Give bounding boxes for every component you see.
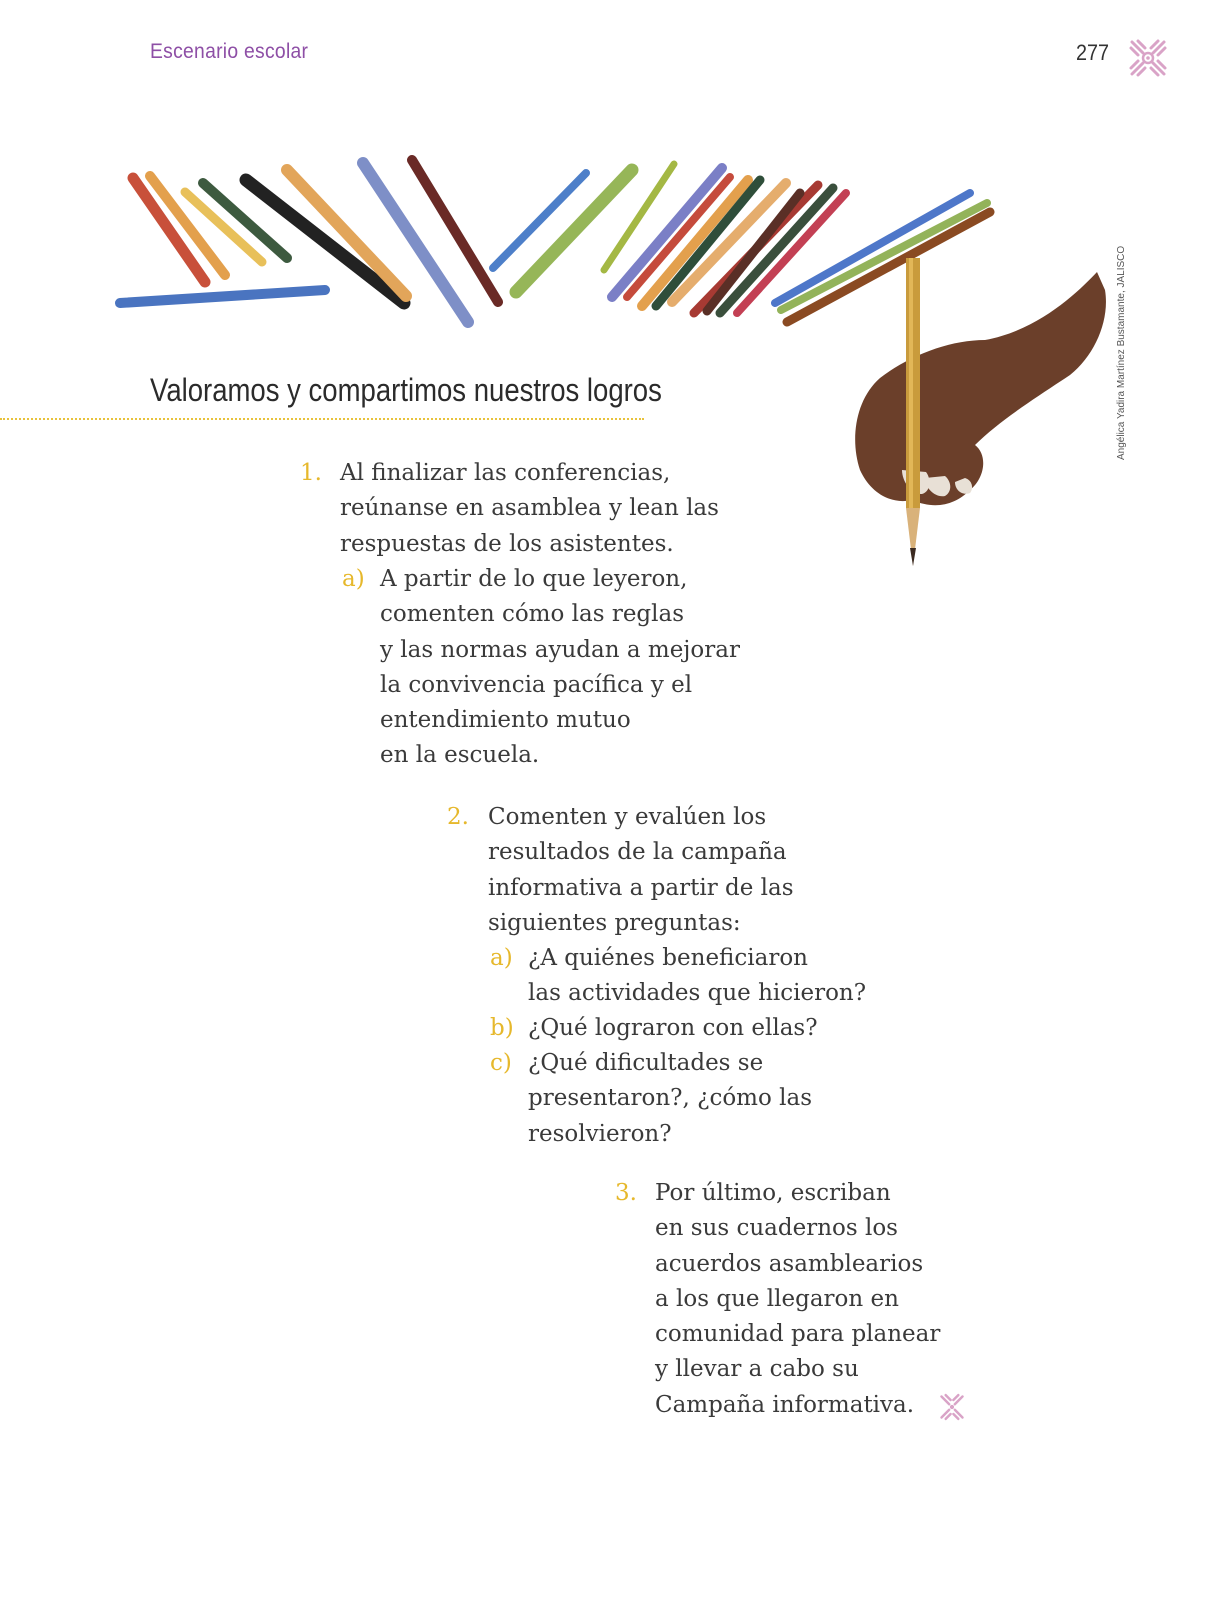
item-text: Al finalizar las conferencias, reúnanse en asamblea y lean las respuestas de los asistentes.: [340, 460, 719, 557]
subitem-letter: a): [490, 945, 513, 971]
item-text: Comenten y evalúen los resultados de la campaña informativa a partir de las siguientes preguntas:: [488, 804, 794, 936]
end-mark-icon: [938, 1393, 966, 1421]
subitem-letter: b): [490, 1015, 514, 1041]
pencil-royal: [775, 193, 970, 303]
pencil-lavender: [363, 163, 468, 322]
subitem-text: ¿Qué lograron con ellas?: [528, 1015, 818, 1041]
item-number: 3.: [615, 1180, 637, 1206]
subitem-text: ¿A quiénes beneficiaron las actividades que hicieron?: [528, 945, 867, 1007]
pencil-spring: [781, 203, 987, 310]
section-label: Escenario escolar: [150, 40, 309, 63]
page-number: 277: [1076, 40, 1110, 65]
item-number: 2.: [447, 804, 469, 830]
page-title: Valoramos y compartimos nuestros logros: [150, 372, 662, 408]
pencil-sky: [493, 173, 586, 268]
item-number: 1.: [300, 460, 322, 486]
title-divider: [0, 418, 644, 420]
subitem-text: ¿Qué dificultades se presentaron?, ¿cómo las resolvieron?: [528, 1050, 813, 1147]
illustration-credit: Angélica Yadira Martínez Bustamante, JALISCO: [1116, 245, 1127, 460]
pencil-blue: [120, 290, 325, 303]
pencil-maroon: [412, 160, 498, 302]
hand: [855, 272, 1106, 505]
subitem-letter: a): [342, 566, 365, 592]
held-pencil: [906, 258, 920, 566]
subitem-letter: c): [490, 1050, 512, 1076]
item-text: Por último, escriban en sus cuadernos los acuerdos asamblearios a los que llegaron en comunidad para planear y llevar a cabo su Campaña informativa.: [655, 1180, 941, 1418]
subitem-text: A partir de lo que leyeron, comenten cómo las reglas y las normas ayudan a mejorar la convivencia pacífica y el entendimiento mutuo en la escuela.: [380, 566, 740, 769]
